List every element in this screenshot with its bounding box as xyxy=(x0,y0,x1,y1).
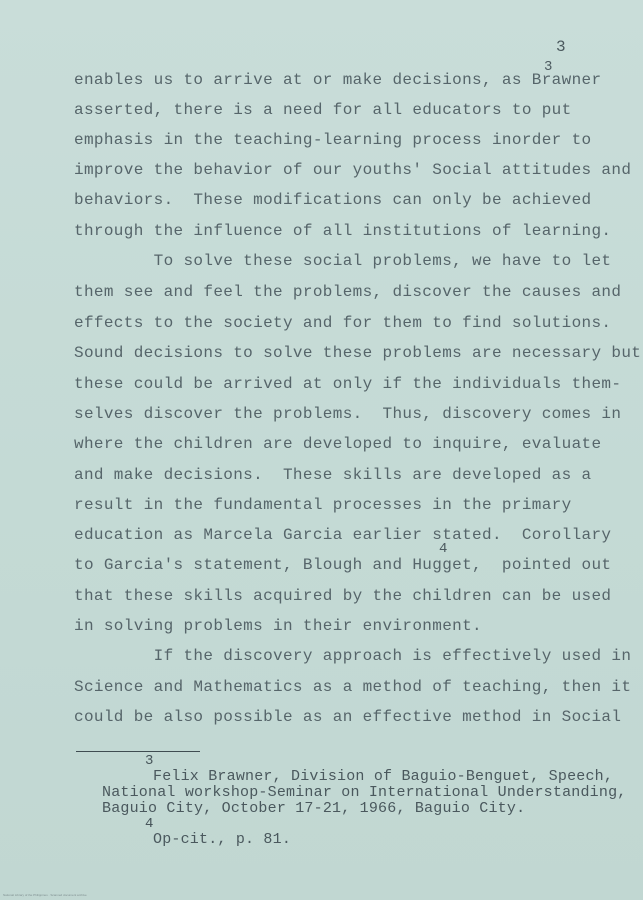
scan-footer: National Library of the Philippines · Scanned document archive xyxy=(3,893,87,897)
body-line: them see and feel the problems, discover the causes and xyxy=(74,283,622,301)
body-line: improve the behavior of our youths' Social attitudes and xyxy=(74,161,632,179)
body-line: effects to the society and for them to find solutions. xyxy=(74,314,612,332)
footnote-line: Felix Brawner, Division of Baguio-Benguet, Speech, xyxy=(153,768,614,785)
body-line: could be also possible as an effective method in Social xyxy=(74,708,622,726)
body-line: selves discover the problems. Thus, discovery comes in xyxy=(74,405,622,423)
body-line: enables us to arrive at or make decisions, as Brawner xyxy=(74,71,602,89)
body-line: these could be arrived at only if the individuals them- xyxy=(74,375,622,393)
footnote-line: National workshop-Seminar on International Understanding, xyxy=(102,784,627,801)
body-line: To solve these social problems, we have to let xyxy=(74,252,612,270)
body-line: where the children are developed to inquire, evaluate xyxy=(74,435,602,453)
body-line: If the discovery approach is effectively used in xyxy=(74,647,632,665)
body-line: and make decisions. These skills are developed as a xyxy=(74,466,592,484)
page-number: 3 xyxy=(556,38,566,56)
body-line: to Garcia's statement, Blough and Hugget, pointed out xyxy=(74,556,612,574)
body-line: in solving problems in their environment. xyxy=(74,617,483,635)
body-line: through the influence of all institutions of learning. xyxy=(74,222,612,240)
footnote-ref-4: 4 xyxy=(439,541,448,557)
body-line: Science and Mathematics as a method of teaching, then it xyxy=(74,678,632,696)
footnote-marker: 3 xyxy=(145,753,154,769)
footnote-line: Baguio City, October 17-21, 1966, Baguio City. xyxy=(102,800,526,817)
footnote-divider xyxy=(76,751,200,752)
footnote-line: Op-cit., p. 81. xyxy=(153,831,292,848)
body-line: Sound decisions to solve these problems are necessary but xyxy=(74,344,642,362)
body-line: education as Marcela Garcia earlier stated. Corollary xyxy=(74,526,612,544)
body-line: that these skills acquired by the children can be used xyxy=(74,587,612,605)
footnote-ref-3: 3 xyxy=(544,59,553,75)
body-line: behaviors. These modifications can only be achieved xyxy=(74,191,592,209)
body-line: result in the fundamental processes in the primary xyxy=(74,496,572,514)
footnote-marker: 4 xyxy=(145,816,154,832)
body-line: asserted, there is a need for all educators to put xyxy=(74,101,572,119)
body-line: emphasis in the teaching-learning process inorder to xyxy=(74,131,592,149)
